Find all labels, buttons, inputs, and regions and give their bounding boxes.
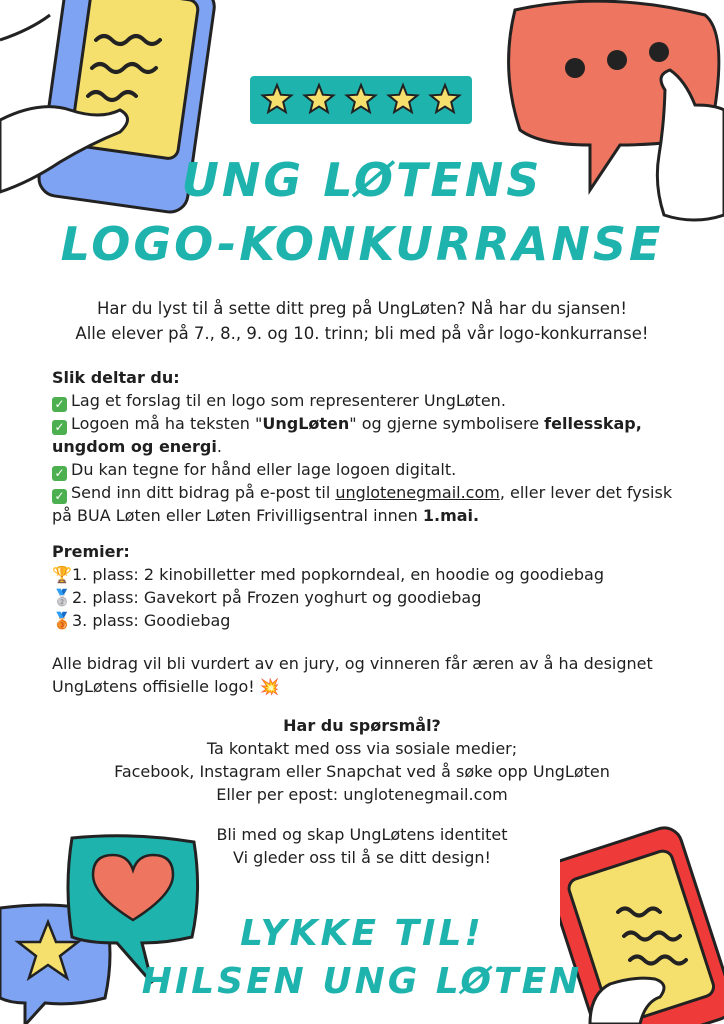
- title-line-2: LOGO-KONKURRANSE: [60, 217, 664, 271]
- how-to-participate: [52, 366, 682, 527]
- how-item-2: [52, 412, 682, 458]
- prize-2: [52, 586, 682, 609]
- contact-line-2: Facebook, Instagram eller Snapchat ved å søke opp UngLøten: [114, 762, 610, 781]
- outro-line-1: Bli med og skap UngLøtens identitet: [216, 825, 508, 844]
- prizes-heading: Premier:: [52, 542, 130, 561]
- deadline-date: 1.mai.: [422, 506, 480, 525]
- how-item-2-text-e: .: [216, 437, 222, 456]
- how-item-1: [52, 389, 682, 412]
- rating-stars: [250, 76, 472, 124]
- silver-medal-icon: 🥈: [52, 588, 72, 607]
- how-heading: Slik deltar du:: [52, 368, 180, 387]
- check-icon: ✓: [52, 489, 67, 504]
- how-item-2-text-c: " og gjerne symbolisere: [349, 414, 545, 433]
- how-item-4-text-a: Send inn ditt bidrag på e-post til: [71, 483, 336, 502]
- intro-line-2: Alle elever på 7., 8., 9. og 10. trinn; bli med på vår logo-konkurranse!: [75, 324, 649, 343]
- how-item-2-text-a: Logoen må ha teksten ": [71, 414, 263, 433]
- prize-3: [52, 609, 682, 632]
- contact-section: [40, 714, 684, 806]
- contact-heading: Har du spørsmål?: [283, 716, 441, 735]
- how-item-4-text-b: , eller lever det fysisk på BUA Løten eller Løten Frivilligsentral innen: [52, 483, 673, 525]
- jury-text: Alle bidrag vil bli vurdert av en jury, og vinneren får æren av å ha designet UngLøtens offisielle logo! 💥: [52, 654, 653, 696]
- intro-text: [30, 296, 694, 346]
- title-line-1: UNG LØTENS: [181, 153, 543, 207]
- prize-2-text: 2. plass: Gavekort på Frozen yoghurt og goodiebag: [72, 588, 482, 607]
- email-link[interactable]: unglotenegmail.com: [335, 483, 500, 502]
- check-icon: ✓: [52, 397, 67, 412]
- prize-1-text: 1. plass: 2 kinobilletter med popkorndeal, en hoodie og goodiebag: [72, 565, 604, 584]
- how-item-3-text: Du kan tegne for hånd eller lage logoen digitalt.: [71, 460, 457, 479]
- contact-line-1: Ta kontakt med oss via sosiale medier;: [206, 739, 518, 758]
- closing-line-1: LYKKE TIL!: [240, 913, 484, 954]
- how-item-1-text: Lag et forslag til en logo som representerer UngLøten.: [71, 391, 506, 410]
- prize-3-text: 3. plass: Goodiebag: [72, 611, 231, 630]
- bronze-medal-icon: 🥉: [52, 611, 72, 630]
- check-icon: ✓: [52, 466, 67, 481]
- intro-line-1: Har du lyst til å sette ditt preg på UngLøten? Nå har du sjansen!: [97, 299, 627, 318]
- closing-line-2: HILSEN UNG LØTEN: [141, 961, 583, 1002]
- outro-line-2: Vi gleder oss til å se ditt design!: [233, 848, 491, 867]
- how-item-4: [52, 481, 682, 527]
- how-item-2-keywords: fellesskap, ungdom og energi: [52, 414, 642, 456]
- prizes: [52, 540, 682, 632]
- how-item-2-brand: UngLøten: [262, 414, 350, 433]
- check-icon: ✓: [52, 420, 67, 435]
- trophy-icon: 🏆: [52, 565, 72, 584]
- prize-1: [52, 563, 682, 586]
- how-item-3: [52, 458, 682, 481]
- contact-line-3: Eller per epost: unglotenegmail.com: [216, 785, 508, 804]
